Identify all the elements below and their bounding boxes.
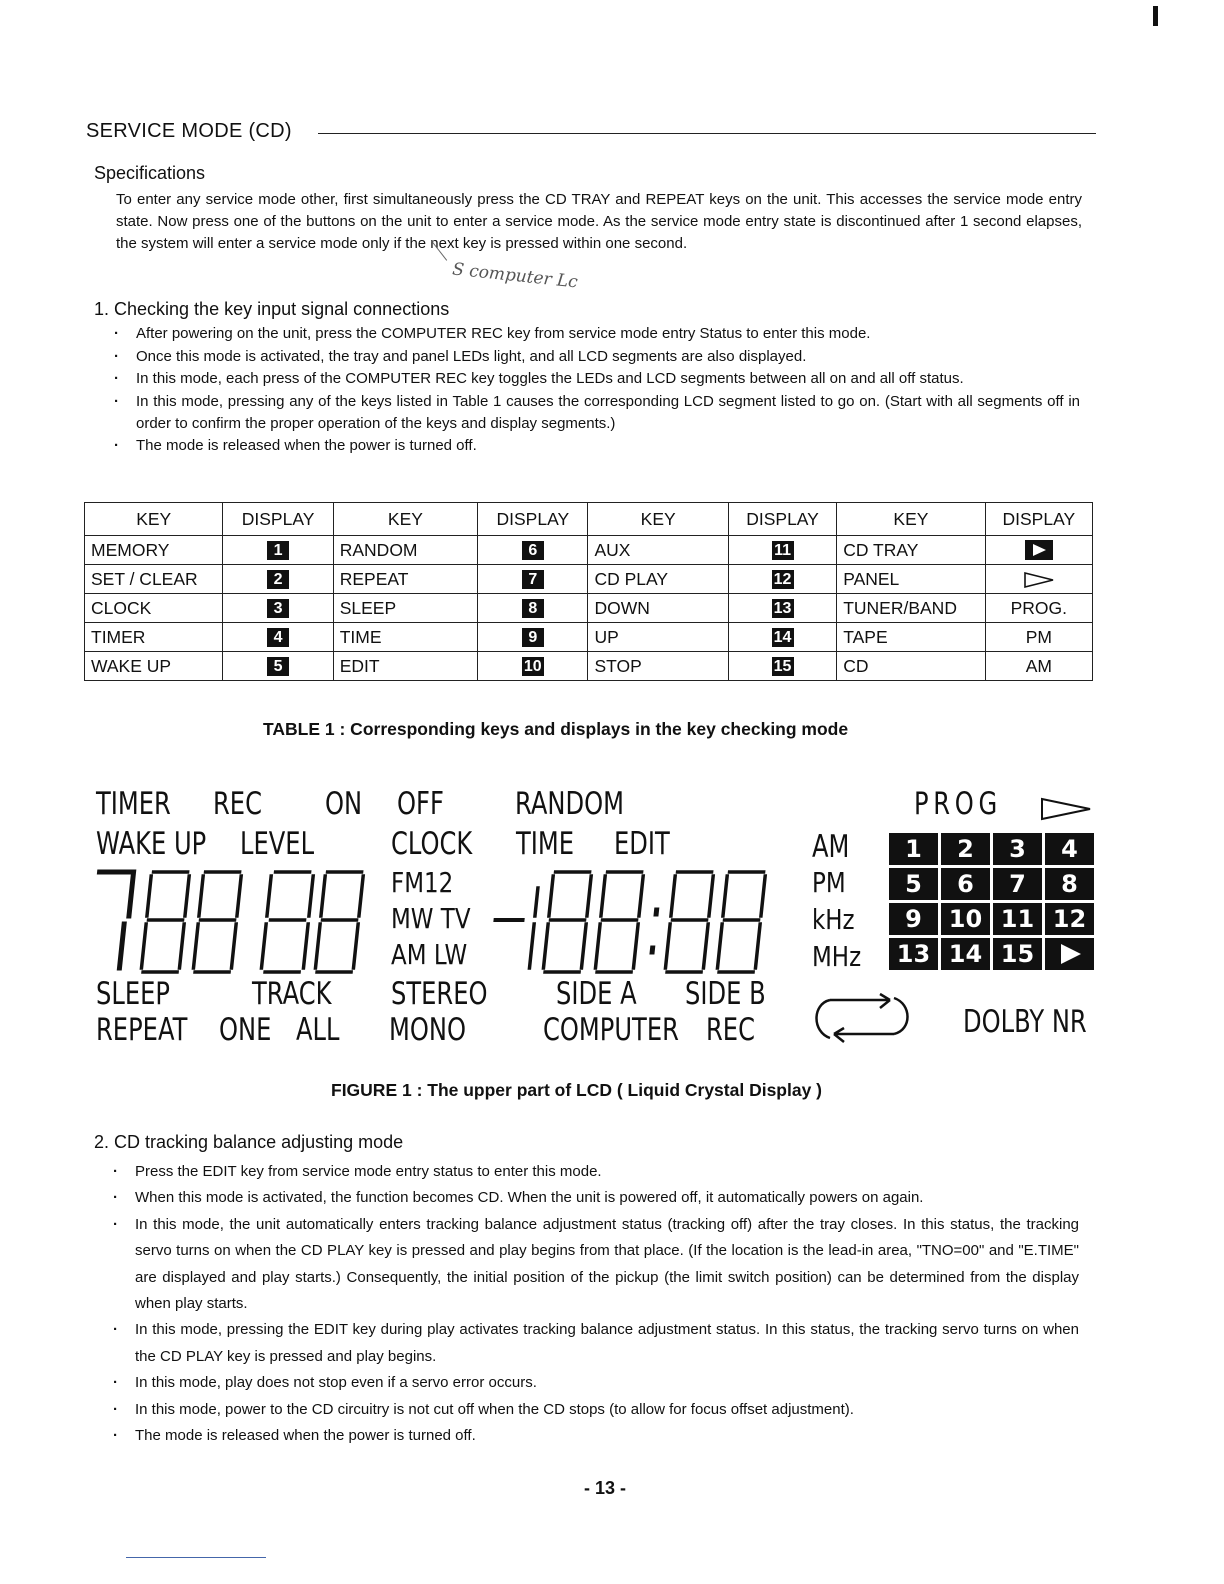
segment-badge: 14 xyxy=(772,628,794,647)
display-cell xyxy=(985,536,1092,565)
key-cell: PANEL xyxy=(837,565,985,594)
auto-reverse-icon xyxy=(810,990,914,1050)
segment-badge: 6 xyxy=(522,541,544,560)
lcd-khz: kHz xyxy=(812,903,855,936)
lcd-am: AM xyxy=(812,829,850,865)
column-header: DISPLAY xyxy=(478,503,588,536)
display-cell: PM xyxy=(985,623,1092,652)
lcd-wakeup: WAKE UP xyxy=(96,826,207,862)
key-cell: REPEAT xyxy=(333,565,477,594)
grid-cell: 2 xyxy=(941,833,990,865)
lcd-off: OFF xyxy=(397,786,444,822)
display-cell xyxy=(728,594,836,623)
lcd-side-a: SIDE A xyxy=(556,976,637,1012)
display-cell xyxy=(478,623,588,652)
play-filled-icon xyxy=(1045,938,1094,970)
lcd-mono: MONO xyxy=(389,1012,467,1048)
grid-cell: 1 xyxy=(889,833,938,865)
lcd-one: ONE xyxy=(219,1012,272,1048)
lcd-on: ON xyxy=(325,786,363,822)
segment-badge: 7 xyxy=(522,570,544,589)
grid-play-icon-cell xyxy=(1045,938,1094,970)
play-filled-icon xyxy=(1024,539,1054,561)
grid-cell: 10 xyxy=(941,903,990,935)
display-cell xyxy=(223,536,333,565)
lcd-stereo: STEREO xyxy=(391,976,488,1012)
grid-cell: 12 xyxy=(1045,903,1094,935)
lcd-side-b: SIDE B xyxy=(685,976,766,1012)
list-item: · The mode is released when the power is turned off. xyxy=(114,435,1080,457)
grid-cell: 15 xyxy=(993,938,1042,970)
display-cell xyxy=(478,536,588,565)
display-cell xyxy=(223,565,333,594)
grid-row xyxy=(889,903,1097,935)
segment-badge: 4 xyxy=(267,628,289,647)
list-item: · In this mode, pressing any of the keys listed in Table 1 causes the corresponding LCD segment listed to go on. (Start with all segments off in order to confirm the proper operation of the keys and display segments.) xyxy=(114,391,1080,435)
segment-badge: 1 xyxy=(267,541,289,560)
segment-badge: 9 xyxy=(522,628,544,647)
display-cell xyxy=(728,623,836,652)
lcd-pm: PM xyxy=(812,866,846,899)
lcd-prog: PROG xyxy=(914,786,1002,822)
table-row xyxy=(85,623,1093,652)
display-cell xyxy=(728,565,836,594)
display-cell xyxy=(728,652,836,681)
key-cell: CLOCK xyxy=(85,594,223,623)
segment-badge: 5 xyxy=(267,657,289,676)
key-cell: WAKE UP xyxy=(85,652,223,681)
grid-row xyxy=(889,868,1097,900)
lcd-random: RANDOM xyxy=(515,786,624,822)
key-cell: TIMER xyxy=(85,623,223,652)
key-cell: AUX xyxy=(588,536,728,565)
list-item: · Press the EDIT key from service mode entry status to enter this mode. xyxy=(113,1159,1079,1185)
lcd-mhz: MHz xyxy=(812,940,862,973)
grid-row xyxy=(889,938,1097,970)
lcd-fm12: FM12 xyxy=(391,866,454,899)
lcd-computer: COMPUTER xyxy=(543,1012,679,1048)
display-cell xyxy=(478,565,588,594)
list-item: · When this mode is activated, the function becomes CD. When the unit is powered off, it automatically powers on again. xyxy=(113,1185,1079,1211)
grid-cell: 5 xyxy=(889,868,938,900)
lcd-number-grid xyxy=(889,833,1097,973)
list-item: · The mode is released when the power is turned off. xyxy=(113,1423,1079,1449)
segment-badge: 8 xyxy=(522,599,544,618)
key-display-table xyxy=(84,502,1093,681)
lcd-level: LEVEL xyxy=(240,826,315,862)
display-cell xyxy=(223,652,333,681)
specifications-paragraph: To enter any service mode other, first simultaneously press the CD TRAY and REPEAT keys on the unit. This accesses the service mode entry state. Now press one of the buttons on the unit to enter a service mode. As the service mode entry state is discontinued after 1 second elapses, the system will enter a service mode only if the next key is pressed within one second. xyxy=(116,191,1082,252)
grid-cell: 8 xyxy=(1045,868,1094,900)
section2-bullet-list xyxy=(113,1159,1079,1449)
grid-cell: 11 xyxy=(993,903,1042,935)
key-cell: TIME xyxy=(333,623,477,652)
lcd-timer: TIMER xyxy=(96,786,171,822)
display-cell xyxy=(223,594,333,623)
key-cell: STOP xyxy=(588,652,728,681)
table-caption: TABLE 1 : Corresponding keys and displays in the key checking mode xyxy=(263,719,849,739)
section-title: SERVICE MODE (CD) xyxy=(86,120,292,142)
key-cell: DOWN xyxy=(588,594,728,623)
lcd-play-outline-icon xyxy=(1040,796,1092,822)
lcd-track: TRACK xyxy=(252,976,332,1012)
grid-cell: 6 xyxy=(941,868,990,900)
key-cell: SLEEP xyxy=(333,594,477,623)
key-cell: CD PLAY xyxy=(588,565,728,594)
column-header: KEY xyxy=(85,503,223,536)
list-item: · Once this mode is activated, the tray and panel LEDs light, and all LCD segments are also displayed. xyxy=(114,346,1080,368)
display-cell xyxy=(223,623,333,652)
list-item: · In this mode, the unit automatically enters tracking balance adjustment status (tracking off) after the tray closes. In this status, the tracking servo turns on when the CD PLAY key is pressed and play begins from that place. (If the location is the lead-in area, "TNO=00" and "E.TIME" are displayed and play starts.) Consequently, the initial position of the pickup (the limit switch position) can be determined from the display when play starts. xyxy=(113,1212,1079,1318)
play-outline-icon xyxy=(1023,570,1055,590)
section2-heading: 2. CD tracking balance adjusting mode xyxy=(94,1132,404,1152)
table-row xyxy=(85,565,1093,594)
segment-badge: 10 xyxy=(522,657,544,676)
grid-cell: 7 xyxy=(993,868,1042,900)
lcd-sleep: SLEEP xyxy=(96,976,170,1012)
key-cell: RANDOM xyxy=(333,536,477,565)
key-cell: CD TRAY xyxy=(837,536,985,565)
column-header: KEY xyxy=(333,503,477,536)
page-corner-mark xyxy=(1153,6,1158,26)
lcd-rec2: REC xyxy=(706,1012,755,1048)
lcd-rec: REC xyxy=(213,786,262,822)
key-cell: SET / CLEAR xyxy=(85,565,223,594)
lcd-dolby: DOLBY NR xyxy=(963,1004,1087,1040)
display-cell xyxy=(478,652,588,681)
handwritten-note: S computer Lc xyxy=(451,259,579,293)
section1-heading: 1. Checking the key input signal connections xyxy=(94,299,450,319)
lcd-edit: EDIT xyxy=(614,826,670,862)
grid-row xyxy=(889,833,1097,865)
key-cell: EDIT xyxy=(333,652,477,681)
display-cell: AM xyxy=(985,652,1092,681)
lcd-repeat: REPEAT xyxy=(96,1012,188,1048)
key-cell: CD xyxy=(837,652,985,681)
display-cell xyxy=(478,594,588,623)
specifications-heading: Specifications xyxy=(94,163,206,183)
segment-badge: 2 xyxy=(267,570,289,589)
column-header: DISPLAY xyxy=(728,503,836,536)
lcd-time: TIME xyxy=(516,826,575,862)
page-number: - 13 - xyxy=(584,1478,627,1498)
figure-caption: FIGURE 1 : The upper part of LCD ( Liquid Crystal Display ) xyxy=(331,1080,823,1100)
key-cell: MEMORY xyxy=(85,536,223,565)
list-item: · After powering on the unit, press the COMPUTER REC key from service mode entry Status to enter this mode. xyxy=(114,323,1080,345)
grid-cell: 14 xyxy=(941,938,990,970)
column-header: DISPLAY xyxy=(223,503,333,536)
display-cell xyxy=(728,536,836,565)
segment-badge: 3 xyxy=(267,599,289,618)
segment-badge: 12 xyxy=(772,570,794,589)
table-row xyxy=(85,652,1093,681)
section1-bullet-list xyxy=(114,323,1080,458)
lcd-clock: CLOCK xyxy=(391,826,473,862)
list-item: · In this mode, each press of the COMPUTER REC key toggles the LEDs and LCD segments between all on and all off status. xyxy=(114,368,1080,390)
segment-badge: 11 xyxy=(772,541,794,560)
segment-badge: 13 xyxy=(772,599,794,618)
footer-rule xyxy=(126,1557,266,1558)
grid-cell: 9 xyxy=(889,903,938,935)
lcd-all: ALL xyxy=(296,1012,340,1048)
table-header-row xyxy=(85,503,1093,536)
segment-badge: 15 xyxy=(772,657,794,676)
key-cell: TUNER/BAND xyxy=(837,594,985,623)
display-cell xyxy=(985,565,1092,594)
title-rule xyxy=(318,133,1096,134)
lcd-mwtv: MW TV xyxy=(391,902,471,935)
table-row xyxy=(85,536,1093,565)
lcd-amlw: AM LW xyxy=(391,938,468,971)
table-row xyxy=(85,594,1093,623)
column-header: KEY xyxy=(588,503,728,536)
key-cell: UP xyxy=(588,623,728,652)
key-cell: TAPE xyxy=(837,623,985,652)
column-header: KEY xyxy=(837,503,985,536)
grid-cell: 3 xyxy=(993,833,1042,865)
grid-cell: 13 xyxy=(889,938,938,970)
column-header: DISPLAY xyxy=(985,503,1092,536)
display-cell: PROG. xyxy=(985,594,1092,623)
list-item: · In this mode, pressing the EDIT key during play activates tracking balance adjustment status. In this status, the tracking servo turns on when the CD PLAY key is pressed and play begins. xyxy=(113,1317,1079,1370)
list-item: · In this mode, power to the CD circuitry is not cut off when the CD stops (to allow for focus offset adjustment). xyxy=(113,1397,1079,1423)
grid-cell: 4 xyxy=(1045,833,1094,865)
list-item: · In this mode, play does not stop even if a servo error occurs. xyxy=(113,1370,1079,1396)
